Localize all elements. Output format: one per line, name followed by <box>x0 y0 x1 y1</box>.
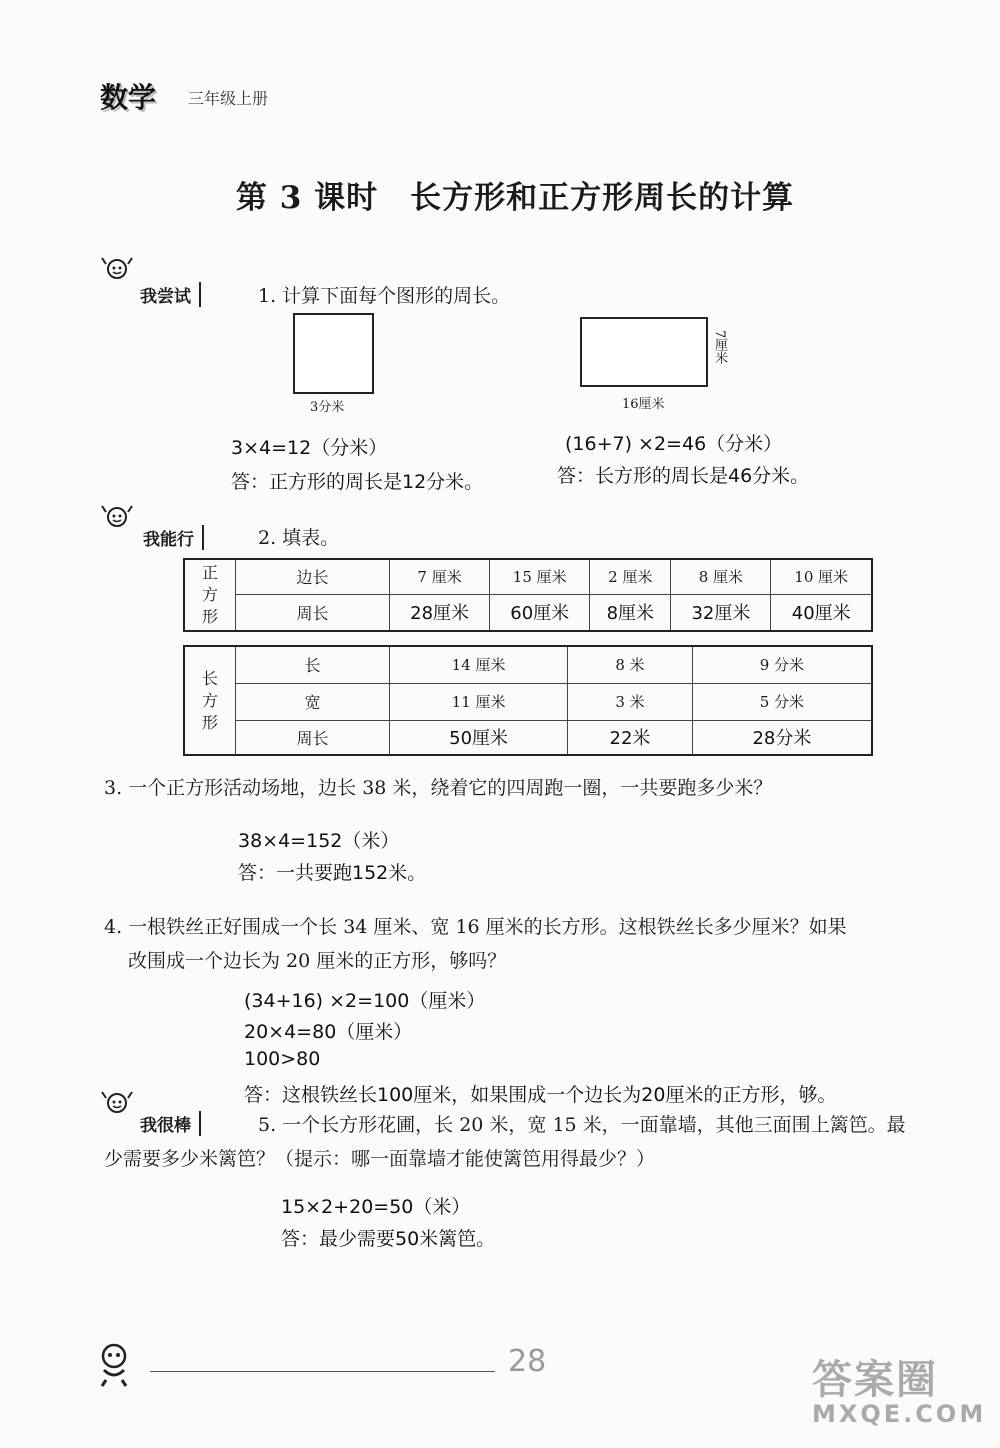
rect-perimeter-cell: 28分米 <box>692 720 872 755</box>
section-try-badge: 我尝试 <box>140 282 201 307</box>
q5-line1: 5. 一个长方形花圃，长 20 米，宽 15 米，一面靠墙，其他三面围上篱笆。最 <box>258 1114 906 1136</box>
rect-width-cell: 11 厘米 <box>390 683 568 720</box>
square-perimeter-header: 周长 <box>236 594 390 631</box>
lesson-title: 第 3 课时 长方形和正方形周长的计算 <box>235 180 795 216</box>
watermark-text: 答案圈 <box>812 1357 938 1403</box>
square-side-header: 边长 <box>236 559 390 594</box>
rectangle-figure <box>580 317 708 387</box>
q5-line2: 少需要多少米篱笆？（提示：哪一面靠墙才能使篱笆用得最少？） <box>104 1148 656 1170</box>
mascot-icon <box>100 504 134 534</box>
q1-text: 1. 计算下面每个图形的周长。 <box>258 285 511 307</box>
q3-answer: 答：一共要跑152米。 <box>238 862 427 884</box>
square-table-side-label: 正方形 <box>201 563 218 626</box>
section-great-badge: 我很棒 <box>140 1111 201 1136</box>
q2-text: 2. 填表。 <box>258 527 340 549</box>
square-figure <box>293 313 374 394</box>
square-perimeter-cell: 60厘米 <box>490 594 590 631</box>
square-perimeter-cell: 32厘米 <box>671 594 771 631</box>
mascot-icon <box>100 256 134 286</box>
square-perimeter-cell: 8厘米 <box>590 594 671 631</box>
rect-perimeter-header: 周长 <box>236 720 390 755</box>
square-side-cell: 2 厘米 <box>590 559 671 594</box>
q3-text: 3. 一个正方形活动场地，边长 38 米，绕着它的四周跑一圈，一共要跑多少米？ <box>104 777 773 799</box>
square-side-cell: 10 厘米 <box>771 559 872 594</box>
square-perimeter-cell: 28厘米 <box>390 594 490 631</box>
q4-calc2: 20×4=80（厘米） <box>244 1021 413 1043</box>
rect-table-side-label: 长方形 <box>201 668 218 732</box>
rect-length-header: 长 <box>236 646 390 683</box>
rect-width-cell: 3 米 <box>568 683 693 720</box>
rect-length-cell: 9 分米 <box>692 646 872 683</box>
square-table <box>183 558 873 632</box>
q4-line2: 改围成一个边长为 20 厘米的正方形，够吗？ <box>128 950 507 972</box>
square-side-cell: 8 厘米 <box>671 559 771 594</box>
rect-height-label: 7厘米 <box>712 330 727 365</box>
rect-length-cell: 8 米 <box>568 646 693 683</box>
watermark-url: MXQE.COM <box>812 1400 987 1428</box>
rect-width-label: 16厘米 <box>622 397 665 412</box>
square-side-cell: 15 厘米 <box>490 559 590 594</box>
subject-label: 数学 <box>100 81 157 114</box>
footer-rule <box>150 1371 495 1372</box>
q1-square-calc: 3×4=12（分米） <box>231 437 388 459</box>
q5-calc: 15×2+20=50（米） <box>281 1196 471 1218</box>
footer-mascot-icon <box>92 1340 142 1388</box>
q4-calc3: 100>80 <box>244 1048 321 1070</box>
square-side-label: 3分米 <box>310 400 345 415</box>
rect-length-cell: 14 厘米 <box>390 646 568 683</box>
q1-rect-answer: 答：长方形的周长是46分米。 <box>557 465 810 487</box>
q4-line1: 4. 一根铁丝正好围成一个长 34 厘米、宽 16 厘米的长方形。这根铁丝长多少厘米？如果 <box>104 916 847 938</box>
mascot-icon <box>100 1090 134 1120</box>
square-table-side <box>184 559 236 631</box>
square-perimeter-cell: 40厘米 <box>771 594 872 631</box>
q4-answer: 答：这根铁丝长100厘米，如果围成一个边长为20厘米的正方形，够。 <box>244 1084 837 1106</box>
q1-rect-calc: (16+7) ×2=46（分米） <box>565 433 783 455</box>
grade-label: 三年级上册 <box>188 89 269 108</box>
q5-answer: 答：最少需要50米篱笆。 <box>281 1228 496 1250</box>
rect-width-cell: 5 分米 <box>692 683 872 720</box>
square-side-cell: 7 厘米 <box>390 559 490 594</box>
page-number: 28 <box>508 1344 547 1379</box>
rect-table-side <box>184 646 236 755</box>
rect-perimeter-cell: 50厘米 <box>390 720 568 755</box>
section-can-badge: 我能行 <box>143 525 204 550</box>
rect-perimeter-cell: 22米 <box>568 720 693 755</box>
q1-square-answer: 答：正方形的周长是12分米。 <box>231 471 484 493</box>
q3-calc: 38×4=152（米） <box>238 830 400 852</box>
rectangle-table <box>183 645 873 756</box>
rect-width-header: 宽 <box>236 683 390 720</box>
q4-calc1: (34+16) ×2=100（厘米） <box>244 990 486 1012</box>
